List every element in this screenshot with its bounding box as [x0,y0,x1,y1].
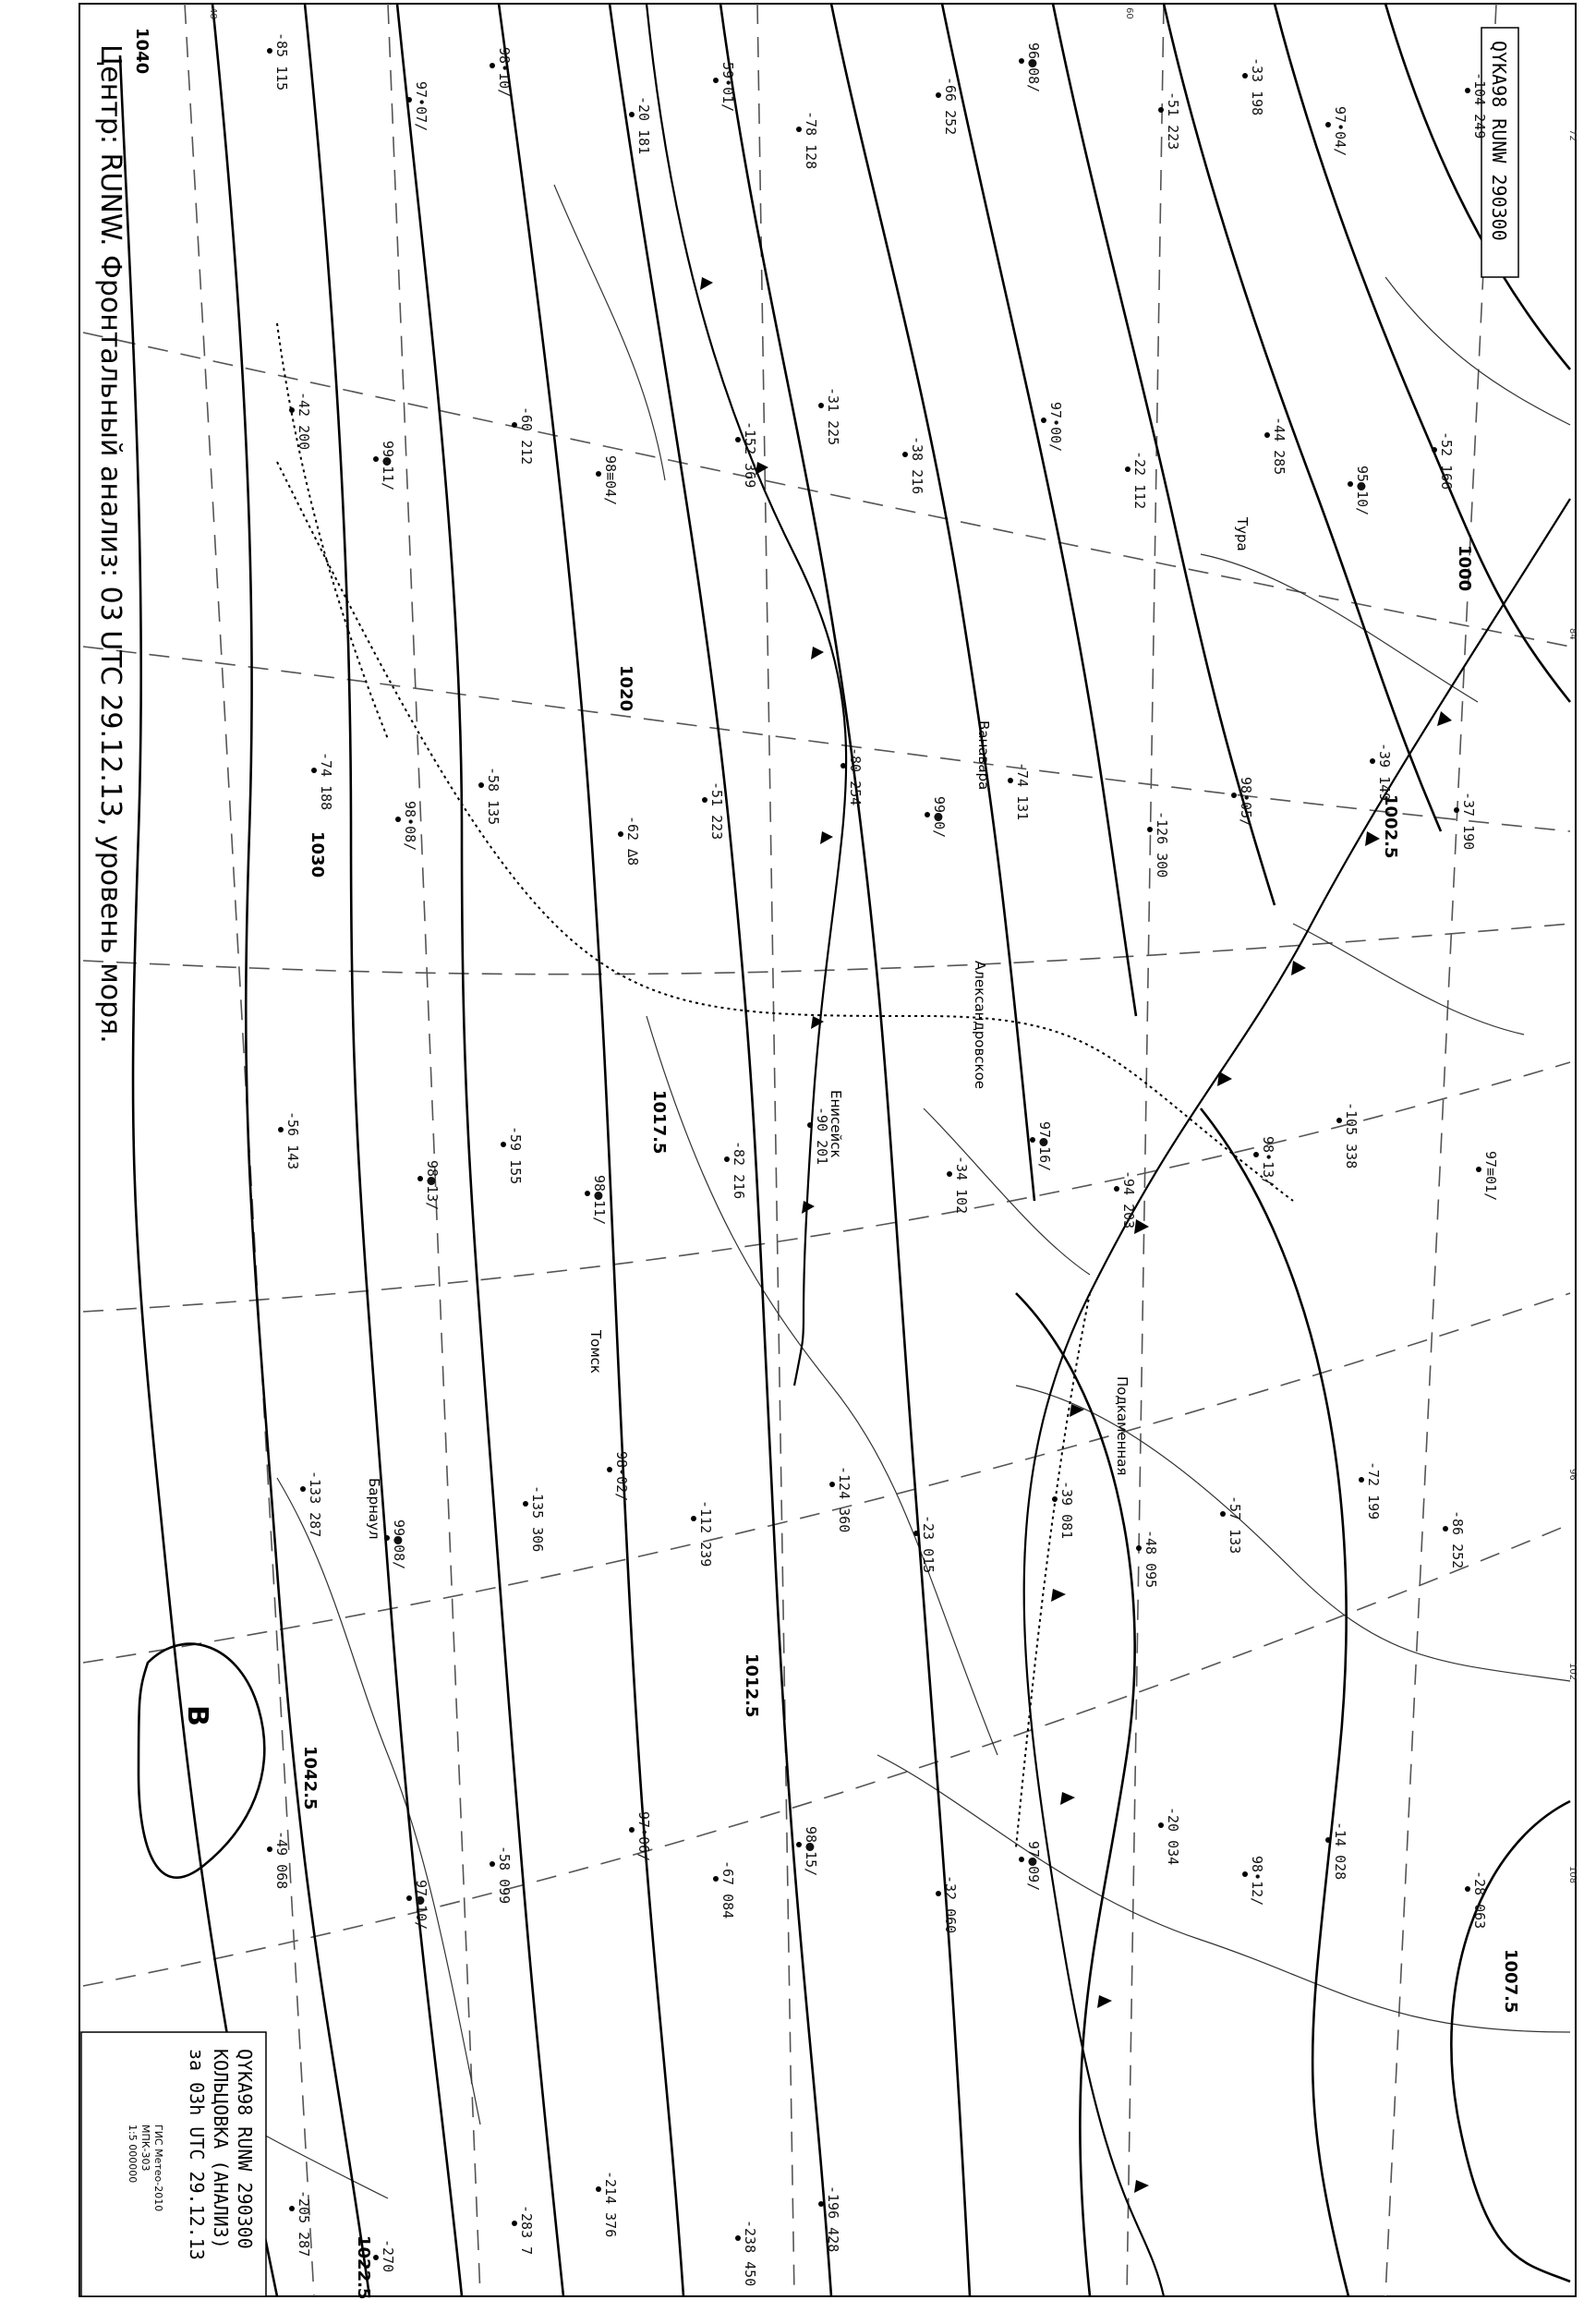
station-plot: -39 081 [1058,1481,1075,1540]
station-dot [618,831,623,837]
station-plot: -78 128 [803,111,819,170]
station-plot: -82 216 [731,1141,747,1200]
place-name: Барнаул [366,1478,382,1540]
station-plot: 59•01/ [719,62,736,113]
station-plot: 97●16/ [1036,1121,1053,1172]
station-dot [300,1486,306,1492]
station-dot [629,112,635,117]
station-plot: -205 287 [296,2190,312,2258]
station-dot [1336,1118,1342,1123]
station-plot: 97•06/ [635,1811,652,1862]
station-dot [478,782,484,788]
place-names [366,516,1251,1539]
station-dot [936,1891,941,1896]
station-dot [267,1846,272,1852]
station-plot: -90 201 [814,1107,830,1166]
station-plot: 99●11/ [380,441,396,491]
isobar-label: 1020 [616,665,635,712]
station-plot: -105 338 [1343,1102,1360,1169]
station-dot [501,1142,506,1147]
edge-tick: 108 [1567,1866,1578,1884]
station-plot: 97•04/ [1332,106,1348,157]
station-plot: -60 212 [518,406,535,466]
station-plot: 98●15/ [803,1826,819,1877]
station-dot [406,1895,412,1901]
station-plot: -283 7 [518,2205,535,2256]
station-plot: 97●10/ [413,1880,429,1931]
station-plot: -20 181 [635,96,652,155]
station-dot [735,437,741,442]
station-plot: -214 376 [602,2171,619,2238]
station-dot [818,2201,824,2207]
edge-tick: 60 [1124,7,1134,19]
station-dot [512,422,517,428]
station-plot: 98•05/ [1238,777,1254,828]
station-plot: -20 034 [1165,1807,1181,1866]
station-dot [724,1156,730,1162]
station-dot [936,92,941,98]
station-dot [807,1122,813,1128]
isobar-label: 1022.5 [354,2235,373,2300]
station-plot: 97●09/ [1025,1841,1042,1892]
station-plot: -86 252 [1449,1510,1466,1569]
station-dot [796,1842,802,1847]
station-dot [1264,432,1270,438]
station-plot: -152 369 [742,421,758,489]
station-plot: -80 254 [847,747,864,806]
station-plot: -124 360 [836,1466,852,1533]
station-plot: -22 112 [1131,451,1148,510]
station-dot [1242,73,1248,79]
station-plot: -67 084 [719,1860,736,1919]
station-dot [629,1827,635,1833]
fronts [277,4,1570,2296]
station-dot [1136,1545,1142,1551]
station-plot: -38 216 [909,436,925,495]
station-plot: -39 149 [1376,743,1393,802]
info-box-code: QYKA98 RUNW 290300 [234,2049,256,2249]
isobar-label: 1007.5 [1501,1949,1520,2014]
station-dot [1454,807,1459,813]
station-dot [1432,447,1437,453]
station-dot [1052,1496,1058,1502]
station-dot [1348,481,1353,487]
station-dot [1465,1886,1470,1892]
isobar-label: 1017.5 [649,1090,669,1155]
station-plot: 98•10/ [496,47,513,98]
station-plot: -94 203 [1120,1170,1137,1229]
station-plot: -85 115 [273,32,290,91]
station-plot: 98●11/ [591,1175,608,1226]
station-plot: -62 ∆8 [624,816,641,866]
station-plot: 95●10/ [1354,466,1371,516]
station-plot: -52 166 [1438,431,1455,490]
station-dot [1158,1822,1164,1828]
station-plots [267,32,1499,2286]
station-plot: -133 287 [307,1471,323,1538]
edge-tick: 96 [1567,1469,1578,1481]
station-plot: 98≡04/ [602,455,619,506]
station-dot [607,1467,612,1472]
station-plot: -51 223 [1165,91,1181,151]
station-dot [1041,418,1046,423]
isobar-label: 1012.5 [742,1653,761,1718]
info-box-software-1: ГИС Метео-2010 [152,2124,164,2212]
station-dot [490,63,495,68]
station-plot: -57 133 [1227,1495,1243,1555]
station-dot [373,456,379,462]
station-dot [585,1191,590,1196]
station-dot [1019,58,1024,64]
station-dot [596,471,601,477]
station-dot [902,452,908,457]
station-plot: -34 102 [953,1156,970,1215]
station-plot: -66 252 [942,77,959,136]
station-plot: -135 306 [529,1485,546,1553]
station-plot: -58 135 [485,767,502,826]
station-plot: -74 188 [318,752,334,811]
station-plot: -196 428 [825,2185,841,2253]
station-dot [1253,1152,1259,1157]
station-dot [840,763,846,769]
isobar-label: 1002.5 [1381,794,1400,859]
station-dot [406,97,412,103]
station-dot [1325,1837,1331,1843]
station-plot: 98•13/ [1260,1136,1276,1187]
station-plot: -72 199 [1365,1461,1382,1520]
station-plot: -42 200 [296,392,312,451]
station-dot [512,2221,517,2226]
station-plot: 96●08/ [1025,42,1042,93]
station-dot [735,2235,741,2241]
info-box-scale: 1:5 000000 [127,2124,139,2184]
station-dot [702,797,707,803]
station-dot [1158,107,1164,113]
station-dot [490,1861,495,1867]
station-dot [1147,827,1153,832]
station-dot [1465,88,1470,93]
station-dot [818,403,824,408]
station-plot: -51 223 [708,781,725,841]
station-dot [925,812,930,817]
station-dot [913,1531,919,1536]
info-box-software-2: МПК-303 [139,2124,151,2172]
info-box-name: КОЛЬЦОВКА (АНАЛИЗ) [210,2049,232,2249]
station-dot [1125,466,1130,472]
station-dot [278,1127,284,1132]
station-dot [947,1171,952,1177]
station-dot [691,1516,696,1521]
place-name: Александровское [972,961,988,1090]
station-plot: -37 190 [1460,792,1477,851]
station-dot [417,1176,423,1181]
station-plot: -126 300 [1154,811,1170,878]
place-name: Томск [587,1330,604,1374]
station-plot: 99●08/ [391,1519,407,1570]
place-name: Подкаменная [1114,1376,1130,1476]
station-plot: -31 225 [825,387,841,446]
station-plot: 97•07/ [413,81,429,132]
station-plot: -32 060 [942,1875,959,1934]
station-plot: -59 155 [507,1126,524,1185]
station-plot: -28 063 [1471,1870,1488,1930]
edge-ticks [208,7,1578,1883]
station-plot: -58 099 [496,1846,513,1905]
product-code-top: QYKA98 RUNW 290300 [1488,41,1510,241]
edge-tick: 102 [1567,1663,1578,1681]
station-plot: 98●13/ [424,1160,441,1211]
station-dot [1443,1526,1448,1531]
high-pressure-center: В [181,1705,213,1726]
station-plot: -74 131 [1014,762,1031,821]
station-plot: 98•12/ [1249,1856,1265,1907]
station-plot: 98•08/ [402,801,418,852]
station-plot: 97≡01/ [1482,1151,1499,1202]
station-plot: 97•00/ [1047,402,1064,453]
station-dot [713,78,719,83]
station-dot [384,1535,390,1541]
place-name: Енисейск [828,1090,844,1158]
station-dot [523,1501,528,1507]
isobar-label: 1040 [132,28,151,75]
edge-tick: 84 [1567,628,1578,640]
station-plot: -33 198 [1249,57,1265,116]
station-dot [796,127,802,132]
station-plot: -112 239 [697,1500,714,1568]
station-plot: 98•02/ [613,1451,630,1502]
station-plot: -56 143 [284,1111,301,1170]
isobar-label: 1042.5 [300,1746,320,1810]
place-name: Ванавара [975,720,992,791]
map-title: Центр: RUNW. Фронтальный анализ: 03 UTC 29.12.13, уровень моря. [94,44,127,1044]
station-plot: -48 095 [1143,1530,1159,1589]
station-plot: -270 [380,2239,396,2273]
edge-tick: 72 [1567,129,1578,141]
station-dot [373,2255,379,2260]
station-dot [1220,1511,1226,1517]
station-dot [1019,1857,1024,1862]
station-plot: -49 068 [273,1831,290,1890]
station-dot [1231,793,1237,798]
station-dot [1370,758,1375,764]
info-box-time: за 03h UTC 29.12.13 [186,2049,208,2260]
station-dot [289,407,295,413]
place-name: Тура [1234,517,1251,551]
isobar-label: 1030 [308,831,327,878]
isobar-label: 1000 [1455,545,1474,592]
station-plot: -14 028 [1332,1822,1348,1881]
station-dot [1008,778,1013,783]
station-dot [311,768,317,773]
station-dot [1242,1871,1248,1877]
station-dot [1476,1167,1481,1172]
station-plot: -238 450 [742,2220,758,2287]
station-dot [1359,1477,1364,1483]
station-plot: -23 015 [920,1515,937,1574]
station-dot [829,1482,835,1487]
station-dot [289,2206,295,2211]
station-dot [395,817,401,822]
station-dot [267,48,272,54]
station-plot: -44 285 [1271,417,1288,476]
edge-tick: 48 [208,7,218,19]
station-dot [596,2186,601,2192]
station-dot [1325,122,1331,127]
station-plot: -104 249 [1471,72,1488,139]
station-dot [713,1876,719,1882]
station-plot: 99●0/ [931,796,948,839]
front-symbols [700,277,1452,2193]
station-dot [1030,1137,1035,1143]
station-dot [1114,1186,1119,1192]
